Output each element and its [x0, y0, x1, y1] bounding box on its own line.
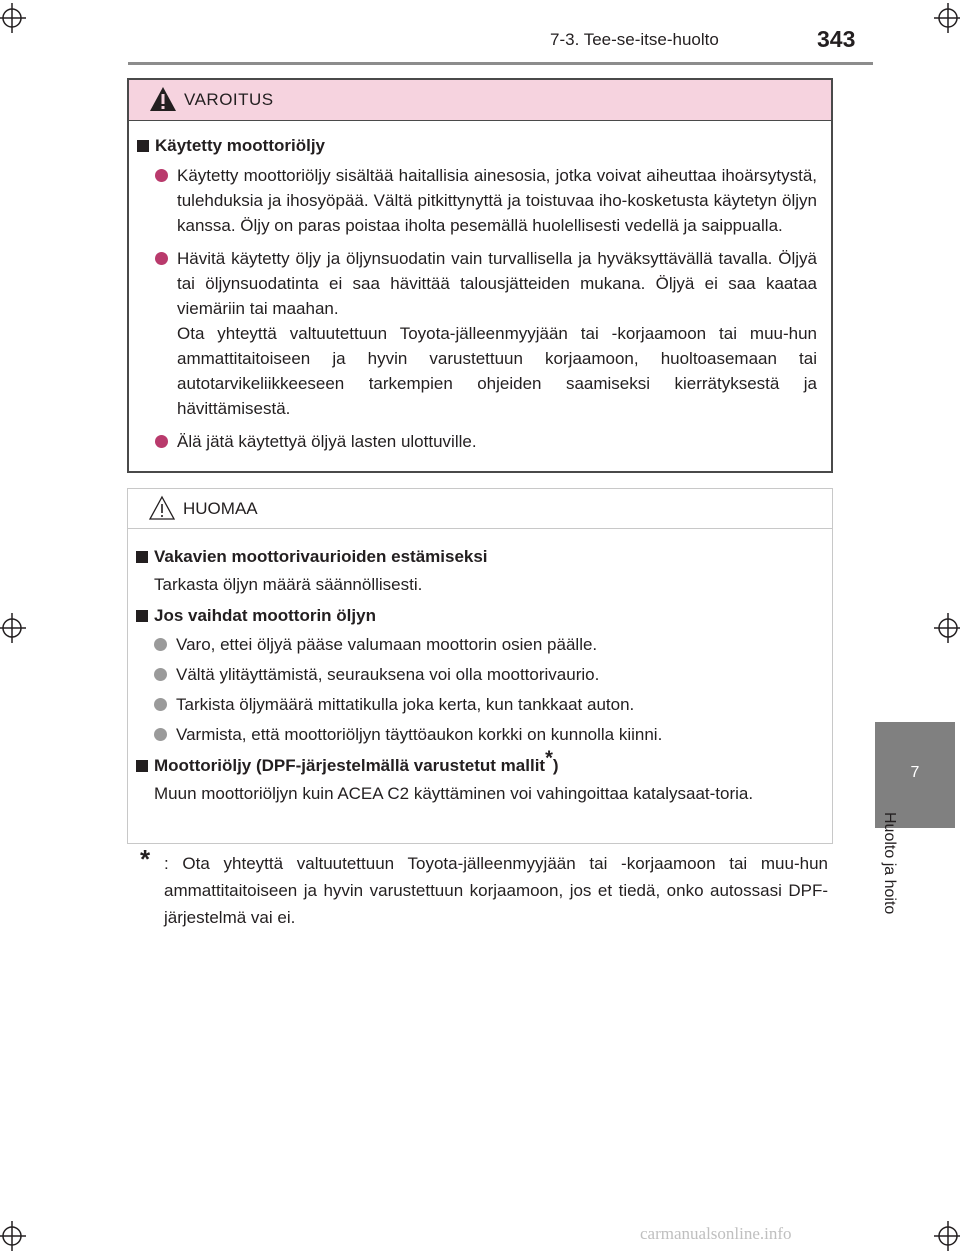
registration-mark-icon — [0, 613, 30, 643]
notice-bullet — [136, 692, 818, 717]
notice-bullet — [136, 722, 818, 747]
notice-section-title-end: ) — [552, 756, 559, 775]
warning-triangle-icon — [149, 86, 177, 112]
registration-mark-icon — [930, 3, 960, 33]
warning-bullet-text: Käytetty moottoriöljy sisältää haitallisia ainesosia, jotka voivat aiheuttaa ihoärsytystä, tulehduksia ja ihosyöpää. Vältä pitkittynyttä ja toistuvaa iho-kosketusta käytetyn öljyn kanssa. Öljy on paras poistaa iholta pesemällä huolellisesti vedellä ja saippualla. — [177, 166, 817, 235]
warning-bullet-text: Hävitä käytetty öljy ja öljynsuodatin vain turvallisella ja hyväksyttävällä tavalla. Öljyä tai öljynsuodatinta ei saa hävittää talousjätteiden mukana. Öljyä ei saa kaataa viemäriin tai maahan. — [177, 249, 817, 318]
asterisk-marker: * — [545, 747, 553, 770]
round-bullet-icon — [155, 252, 168, 265]
round-bullet-icon — [155, 435, 168, 448]
round-bullet-icon — [154, 668, 167, 681]
notice-paragraph: Muun moottoriöljyn kuin ACEA C2 käyttäminen voi vahingoittaa katalysaat-toria. — [154, 784, 754, 803]
warning-bullet-text: Älä jätä käytettyä öljyä lasten ulottuville. — [177, 432, 477, 451]
page-number: 343 — [817, 26, 856, 52]
notice-section-title — [136, 603, 818, 629]
registration-mark-icon — [0, 1221, 30, 1251]
chapter-label-text: Huolto ja hoito — [881, 812, 898, 915]
square-bullet-icon — [137, 140, 149, 152]
notice-header — [128, 489, 832, 529]
footnote-text: : Ota yhteyttä valtuutettuun Toyota-jälleenmyyjään tai -korjaamoon tai muu-hun ammattitaitoiseen ja hyvin varustettuun korjaamoon, jos et tiedä, onko autossasi DPF-järjestelmä vai ei. — [164, 854, 828, 927]
notice-section-title — [136, 544, 818, 570]
caution-triangle-icon — [148, 495, 176, 521]
section-heading: 7-3. Tee-se-itse-huolto — [550, 30, 719, 49]
registration-mark-icon — [930, 1221, 960, 1251]
header-divider — [128, 62, 873, 65]
round-bullet-icon — [155, 169, 168, 182]
registration-mark-icon — [0, 3, 30, 33]
notice-bullet-text: Tarkista öljymäärä mittatikulla joka kerta, kun tankkaat auton. — [176, 695, 635, 714]
round-bullet-icon — [154, 728, 167, 741]
square-bullet-icon — [136, 610, 148, 622]
registration-mark-icon — [930, 613, 960, 643]
notice-bullet — [136, 662, 818, 687]
notice-section-title-text: Vakavien moottorivaurioiden estämiseksi — [154, 547, 488, 566]
notice-bullet — [136, 632, 818, 657]
warning-section-title — [137, 133, 817, 159]
notice-paragraph: Tarkasta öljyn määrä säännöllisesti. — [154, 575, 423, 594]
watermark: carmanualsonline.info — [640, 1224, 792, 1243]
notice-bullet-text: Vältä ylitäyttämistä, seurauksena voi olla moottorivaurio. — [176, 665, 600, 684]
warning-section-title-text: Käytetty moottoriöljy — [155, 136, 326, 155]
chapter-number: 7 — [910, 764, 920, 781]
warning-header — [129, 80, 831, 121]
warning-bullet — [137, 163, 817, 238]
notice-title: HUOMAA — [183, 499, 258, 518]
warning-box — [127, 78, 833, 473]
footnote-marker: * — [140, 844, 151, 874]
notice-bullet-text: Varmista, että moottoriöljyn täyttöaukon korkki on kunnolla kiinni. — [176, 725, 663, 744]
notice-bullet-text: Varo, ettei öljyä pääse valumaan moottorin osien päälle. — [176, 635, 598, 654]
warning-bullet-extra-text: Ota yhteyttä valtuutettuun Toyota-jälleenmyyjään tai -korjaamoon tai muu-hun ammattitaitoiseen ja hyvin varustettuun korjaamoon, huoltoasemaan tai autotarvikeliikkeeseen tarkempien ohjeiden saamiseksi kierrätyksestä ja hävittämisestä. — [177, 324, 817, 418]
chapter-label — [868, 812, 908, 942]
warning-bullet — [137, 429, 817, 454]
notice-box — [127, 488, 833, 844]
square-bullet-icon — [136, 760, 148, 772]
notice-section-title-text: Moottoriöljy (DPF-järjestelmällä varustetut mallit — [154, 756, 546, 775]
warning-title: VAROITUS — [184, 90, 274, 109]
square-bullet-icon — [136, 551, 148, 563]
footnote — [140, 844, 828, 931]
round-bullet-icon — [154, 698, 167, 711]
notice-section-title — [136, 747, 818, 779]
warning-bullet — [137, 246, 817, 421]
notice-section-title-text: Jos vaihdat moottorin öljyn — [154, 606, 376, 625]
round-bullet-icon — [154, 638, 167, 651]
